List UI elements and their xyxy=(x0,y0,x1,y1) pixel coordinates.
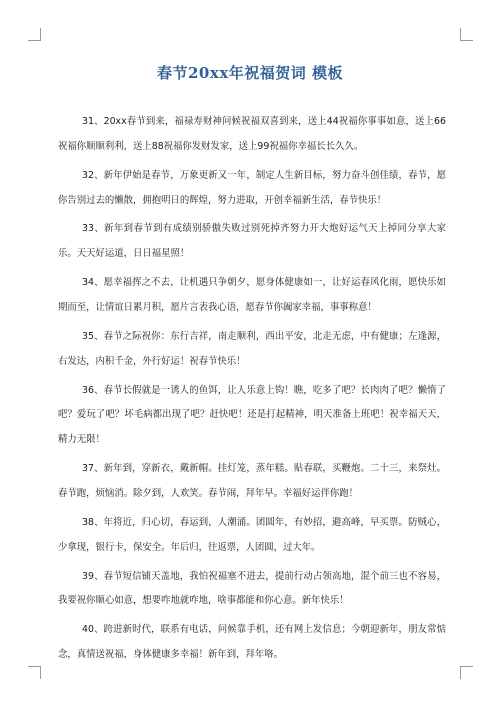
crop-mark-bottom-right xyxy=(460,666,473,679)
crop-mark-bottom-left xyxy=(28,666,41,679)
paragraph-37: 37、新年到，穿新衣，戴新帽。挂灯笼，蒸年糕。贴春联，买鞭炮。二十三，来祭灶。春节跑，烦恼消。除夕到，人欢笑。春节闹，拜年早。幸福好运伴你跑！ xyxy=(58,463,446,500)
paragraph-32: 32、新年伊始是春节，万象更新又一年，制定人生新目标，努力奋斗创佳绩，春节，愿你告别过去的懒散，拥抱明日的辉煌，努力进取，开创幸福新生活，春节快乐！ xyxy=(58,169,446,206)
paragraph-38: 38、年将近，归心切，春运到，人潮涌。团圆年，有妙招，避高峰，早买票。防贼心，少拿现，银行卡，保安全。年后归，往返票，人团圆，过大年。 xyxy=(58,516,446,553)
document-title: 春节20xx年祝福贺词 模板 xyxy=(157,64,343,82)
crop-mark-top-left xyxy=(28,28,41,41)
paragraph-33: 33、新年到春节到有成绩别骄傲失败过别死掉齐努力开大炮好运气天上掉同分享大家乐。天天好运道，日日福星照！ xyxy=(58,223,446,260)
paragraph-40: 40、跨进新时代，联系有电话，问候靠手机，还有网上发信息；今朝迎新年，朋友常惦念，真情送祝福，身体健康多幸福！新年到，拜年咯。 xyxy=(58,624,446,661)
paragraph-36: 36、春节长假就是一诱人的鱼饵，让人乐意上钩！瞧，吃多了吧？长肉肉了吧？懒惰了吧？爱玩了吧？坏毛病都出现了吧？赶快吧！还是打起精神，明天准备上班吧！祝幸福天天，精力无限！ xyxy=(58,384,446,446)
paragraph-31: 31、20xx春节到来，福禄寿财神问候祝福双喜到来，送上44祝福你事事如意，送上66祝福你顺顺利利，送上88祝福你发财发家，送上99祝福你幸福长长久久。 xyxy=(58,116,446,152)
document-body xyxy=(58,110,446,672)
paragraph-34: 34、愿幸福挥之不去，让机遇只争朝夕，愿身体健康如一，让好运春风化雨，愿快乐如期而至，让情谊日累月积，愿片言表我心语，愿春节你阖家幸福，事事称意！ xyxy=(58,277,446,314)
paragraph-35: 35、春节之际祝你：东行吉祥，南走顺利，西出平安，北走无虑，中有健康；左逢源，右发达，内积千金，外行好运！祝春节快乐！ xyxy=(58,330,446,367)
crop-mark-top-right xyxy=(460,28,473,41)
paragraph-39: 39、春节短信铺天盖地，我怕祝福塞不进去，提前行动占领高地，混个前三也不容易，我要祝你顺心如意，想要咋地就咋地，啥事都能和你心意。新年快乐！ xyxy=(58,570,446,607)
